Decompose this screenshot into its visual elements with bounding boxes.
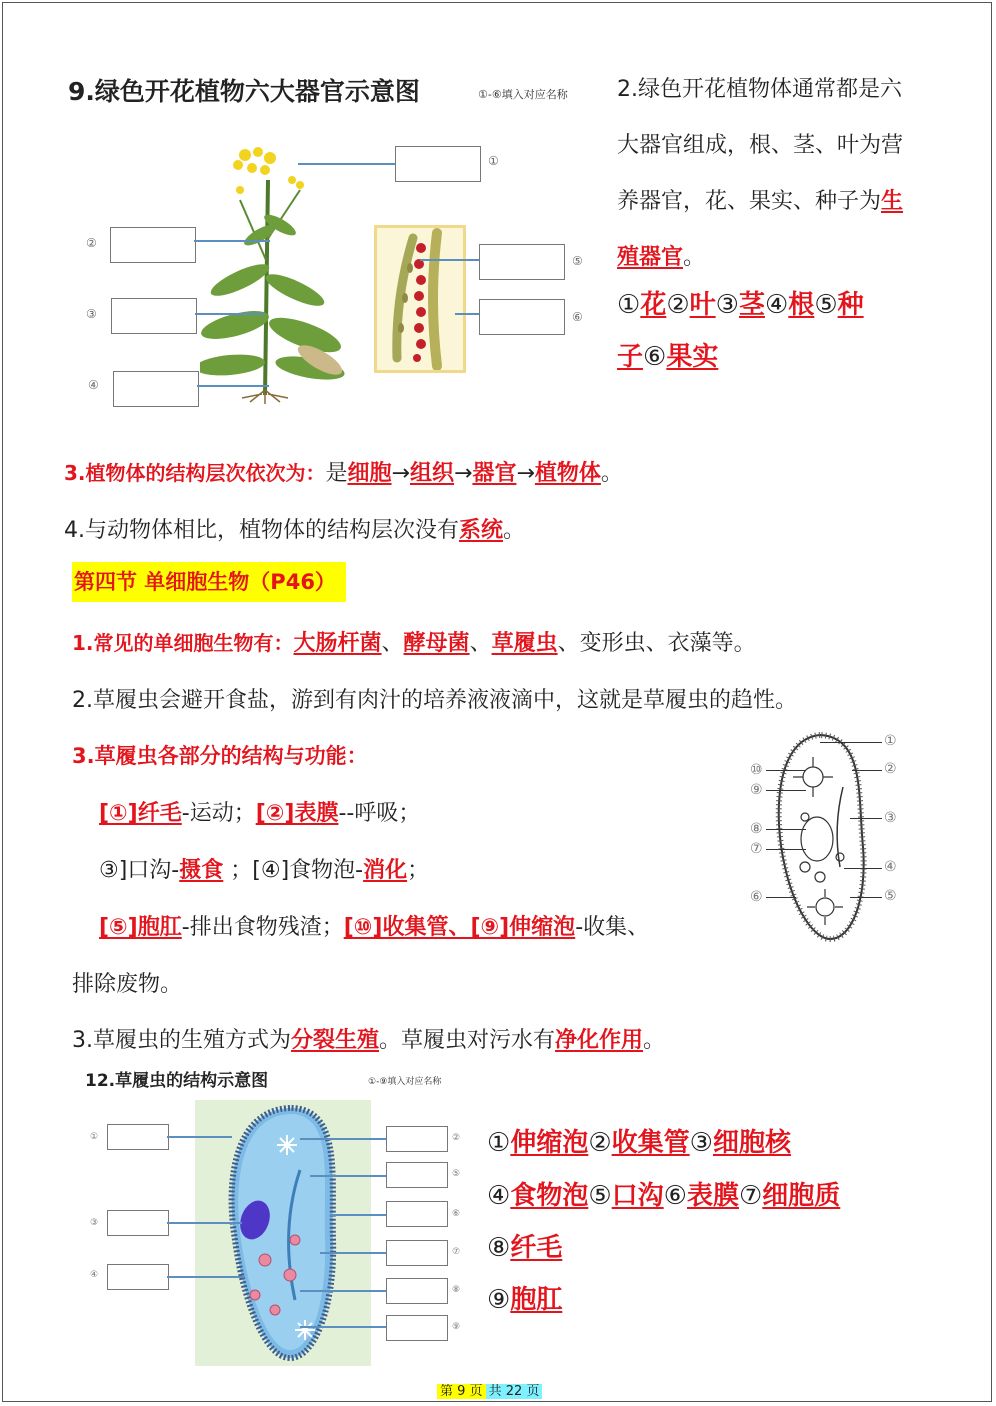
p12-num-7: ⑦ [452, 1247, 461, 1257]
p12-box-3[interactable] [107, 1210, 169, 1236]
diag1-leader-6 [766, 897, 796, 898]
section-9-title: 9.绿色开花植物六大器官示意图 [68, 77, 420, 106]
p12-line-7 [320, 1252, 386, 1254]
diag1-leader-9 [766, 790, 806, 791]
diag1-num-9: ⑨ [750, 782, 763, 798]
structure-row-2: ③]口沟-摄食 ；[④]食物泡-消化； [99, 858, 430, 883]
diag1-num-6: ⑥ [750, 889, 763, 905]
p12-answers-row-1: ①伸缩泡②收集管③细胞核 [487, 1128, 791, 1158]
structure-row-1: [①]纤毛-运动；[②]表膜--呼吸； [99, 801, 421, 826]
plant-answers-row-1: ①花②叶③茎④根⑤种 [617, 290, 864, 320]
diag1-leader-1 [820, 742, 882, 743]
p2-line-2: 大器官组成，根、茎、叶为营 [617, 133, 904, 158]
plant-line-4 [197, 385, 269, 387]
plant-num-1: ① [488, 154, 499, 168]
p12-box-7[interactable] [386, 1240, 448, 1266]
p12-num-2: ② [452, 1133, 461, 1143]
p12-box-4[interactable] [107, 1264, 169, 1290]
p12-num-9: ⑨ [452, 1322, 461, 1332]
p12-box-2[interactable] [386, 1126, 448, 1152]
p12-num-6: ⑥ [452, 1209, 461, 1219]
plant-answer-box-1[interactable] [395, 146, 481, 182]
plant-answer-box-2[interactable] [110, 227, 196, 263]
p12-box-9[interactable] [386, 1315, 448, 1341]
p2-line-3: 养器官，花、果实、种子为生 [617, 189, 904, 214]
plant-num-5: ⑤ [572, 254, 583, 268]
p12-line-2 [300, 1138, 386, 1140]
diag1-leader-5 [850, 897, 882, 898]
diag1-leader-8 [766, 829, 806, 830]
diag1-num-3: ③ [884, 810, 897, 826]
plant-answers-row-2: 子⑥果实 [617, 342, 719, 372]
diag1-leader-4 [844, 868, 882, 869]
plant-answer-box-3[interactable] [111, 298, 197, 334]
p12-answers-row-4: ⑨胞肛 [487, 1285, 563, 1315]
structure-row-3: [⑤]胞肛-排出食物残渣；[⑩]收集管、[⑨]伸缩泡-收集、 [99, 915, 650, 940]
p12-line-3 [167, 1222, 242, 1224]
structure-row-4: 排除废物。 [72, 972, 183, 997]
plant-line-2 [194, 240, 270, 242]
taxis-line: 2.草履虫会避开食盐，游到有肉汁的培养液液滴中，这就是草履虫的趋性。 [72, 688, 797, 713]
plant-answer-box-4[interactable] [113, 371, 199, 407]
diag1-num-2: ② [884, 761, 897, 777]
structure-levels-line: 3.植物体的结构层次依次为：是细胞→组织→器官→植物体。 [64, 461, 623, 486]
p12-line-6 [330, 1214, 386, 1216]
plant-line-1 [298, 163, 396, 165]
p12-line-9 [300, 1326, 386, 1328]
paramecium-line-diagram [745, 727, 905, 947]
p12-line-4 [167, 1276, 245, 1278]
diag1-leader-2 [852, 770, 882, 771]
pod-line-6 [455, 313, 480, 315]
diag1-num-10: ⑩ [750, 762, 763, 778]
diag1-num-5: ⑤ [884, 888, 897, 904]
plant-num-2: ② [86, 236, 97, 250]
p12-answers-row-2: ④食物泡⑤口沟⑥表膜⑦细胞质 [487, 1181, 841, 1211]
p12-box-5[interactable] [386, 1162, 448, 1188]
structure-function-lead: 3.草履虫各部分的结构与功能： [72, 744, 368, 768]
plant-illustration [200, 140, 350, 405]
diag1-leader-3 [850, 818, 882, 819]
diag1-leader-10 [766, 770, 806, 771]
reproduction-line: 3.草履虫的生殖方式为分裂生殖。草履虫对污水有净化作用。 [72, 1028, 666, 1053]
pod-line-5 [420, 259, 480, 261]
seed-pod-illustration [374, 225, 466, 373]
section-4-title: 第四节 单细胞生物（P46） [72, 562, 346, 602]
section-9-hint: ①-⑥填入对应名称 [478, 88, 568, 101]
page-footer: 第 9 页 共 22 页 [437, 1380, 542, 1399]
diag1-num-4: ④ [884, 859, 897, 875]
section-12-hint: ①-⑨填入对应名称 [368, 1077, 442, 1087]
p12-num-5: ⑤ [452, 1169, 461, 1179]
diag1-num-1: ① [884, 733, 897, 749]
no-system-line: 4.与动物体相比，植物体的结构层次没有系统。 [64, 518, 526, 543]
plant-answer-box-6[interactable] [479, 299, 565, 335]
p12-line-1 [167, 1136, 232, 1138]
p12-num-4: ④ [90, 1270, 99, 1280]
p12-num-3: ③ [90, 1218, 99, 1228]
p12-box-6[interactable] [386, 1201, 448, 1227]
p12-box-1[interactable] [107, 1124, 169, 1150]
plant-answer-box-5[interactable] [479, 244, 565, 280]
diag1-num-7: ⑦ [750, 841, 763, 857]
p12-line-5 [310, 1175, 386, 1177]
p12-num-1: ① [90, 1132, 99, 1142]
p12-box-8[interactable] [386, 1278, 448, 1304]
plant-num-3: ③ [86, 307, 97, 321]
p12-num-8: ⑧ [452, 1285, 461, 1295]
plant-line-3 [195, 313, 265, 315]
p2-line-1: 2.绿色开花植物体通常都是六 [617, 77, 902, 102]
p2-line-4: 殖器官。 [617, 245, 706, 270]
single-cell-list-line: 1.常见的单细胞生物有：大肠杆菌、酵母菌、草履虫、变形虫、衣藻等。 [72, 631, 756, 656]
diag1-leader-7 [766, 849, 806, 850]
plant-num-6: ⑥ [572, 310, 583, 324]
diag1-num-8: ⑧ [750, 821, 763, 837]
section-12-title: 12.草履虫的结构示意图 [85, 1071, 269, 1091]
p12-line-8 [300, 1290, 386, 1292]
plant-num-4: ④ [88, 378, 99, 392]
p12-answers-row-3: ⑧纤毛 [487, 1233, 563, 1263]
